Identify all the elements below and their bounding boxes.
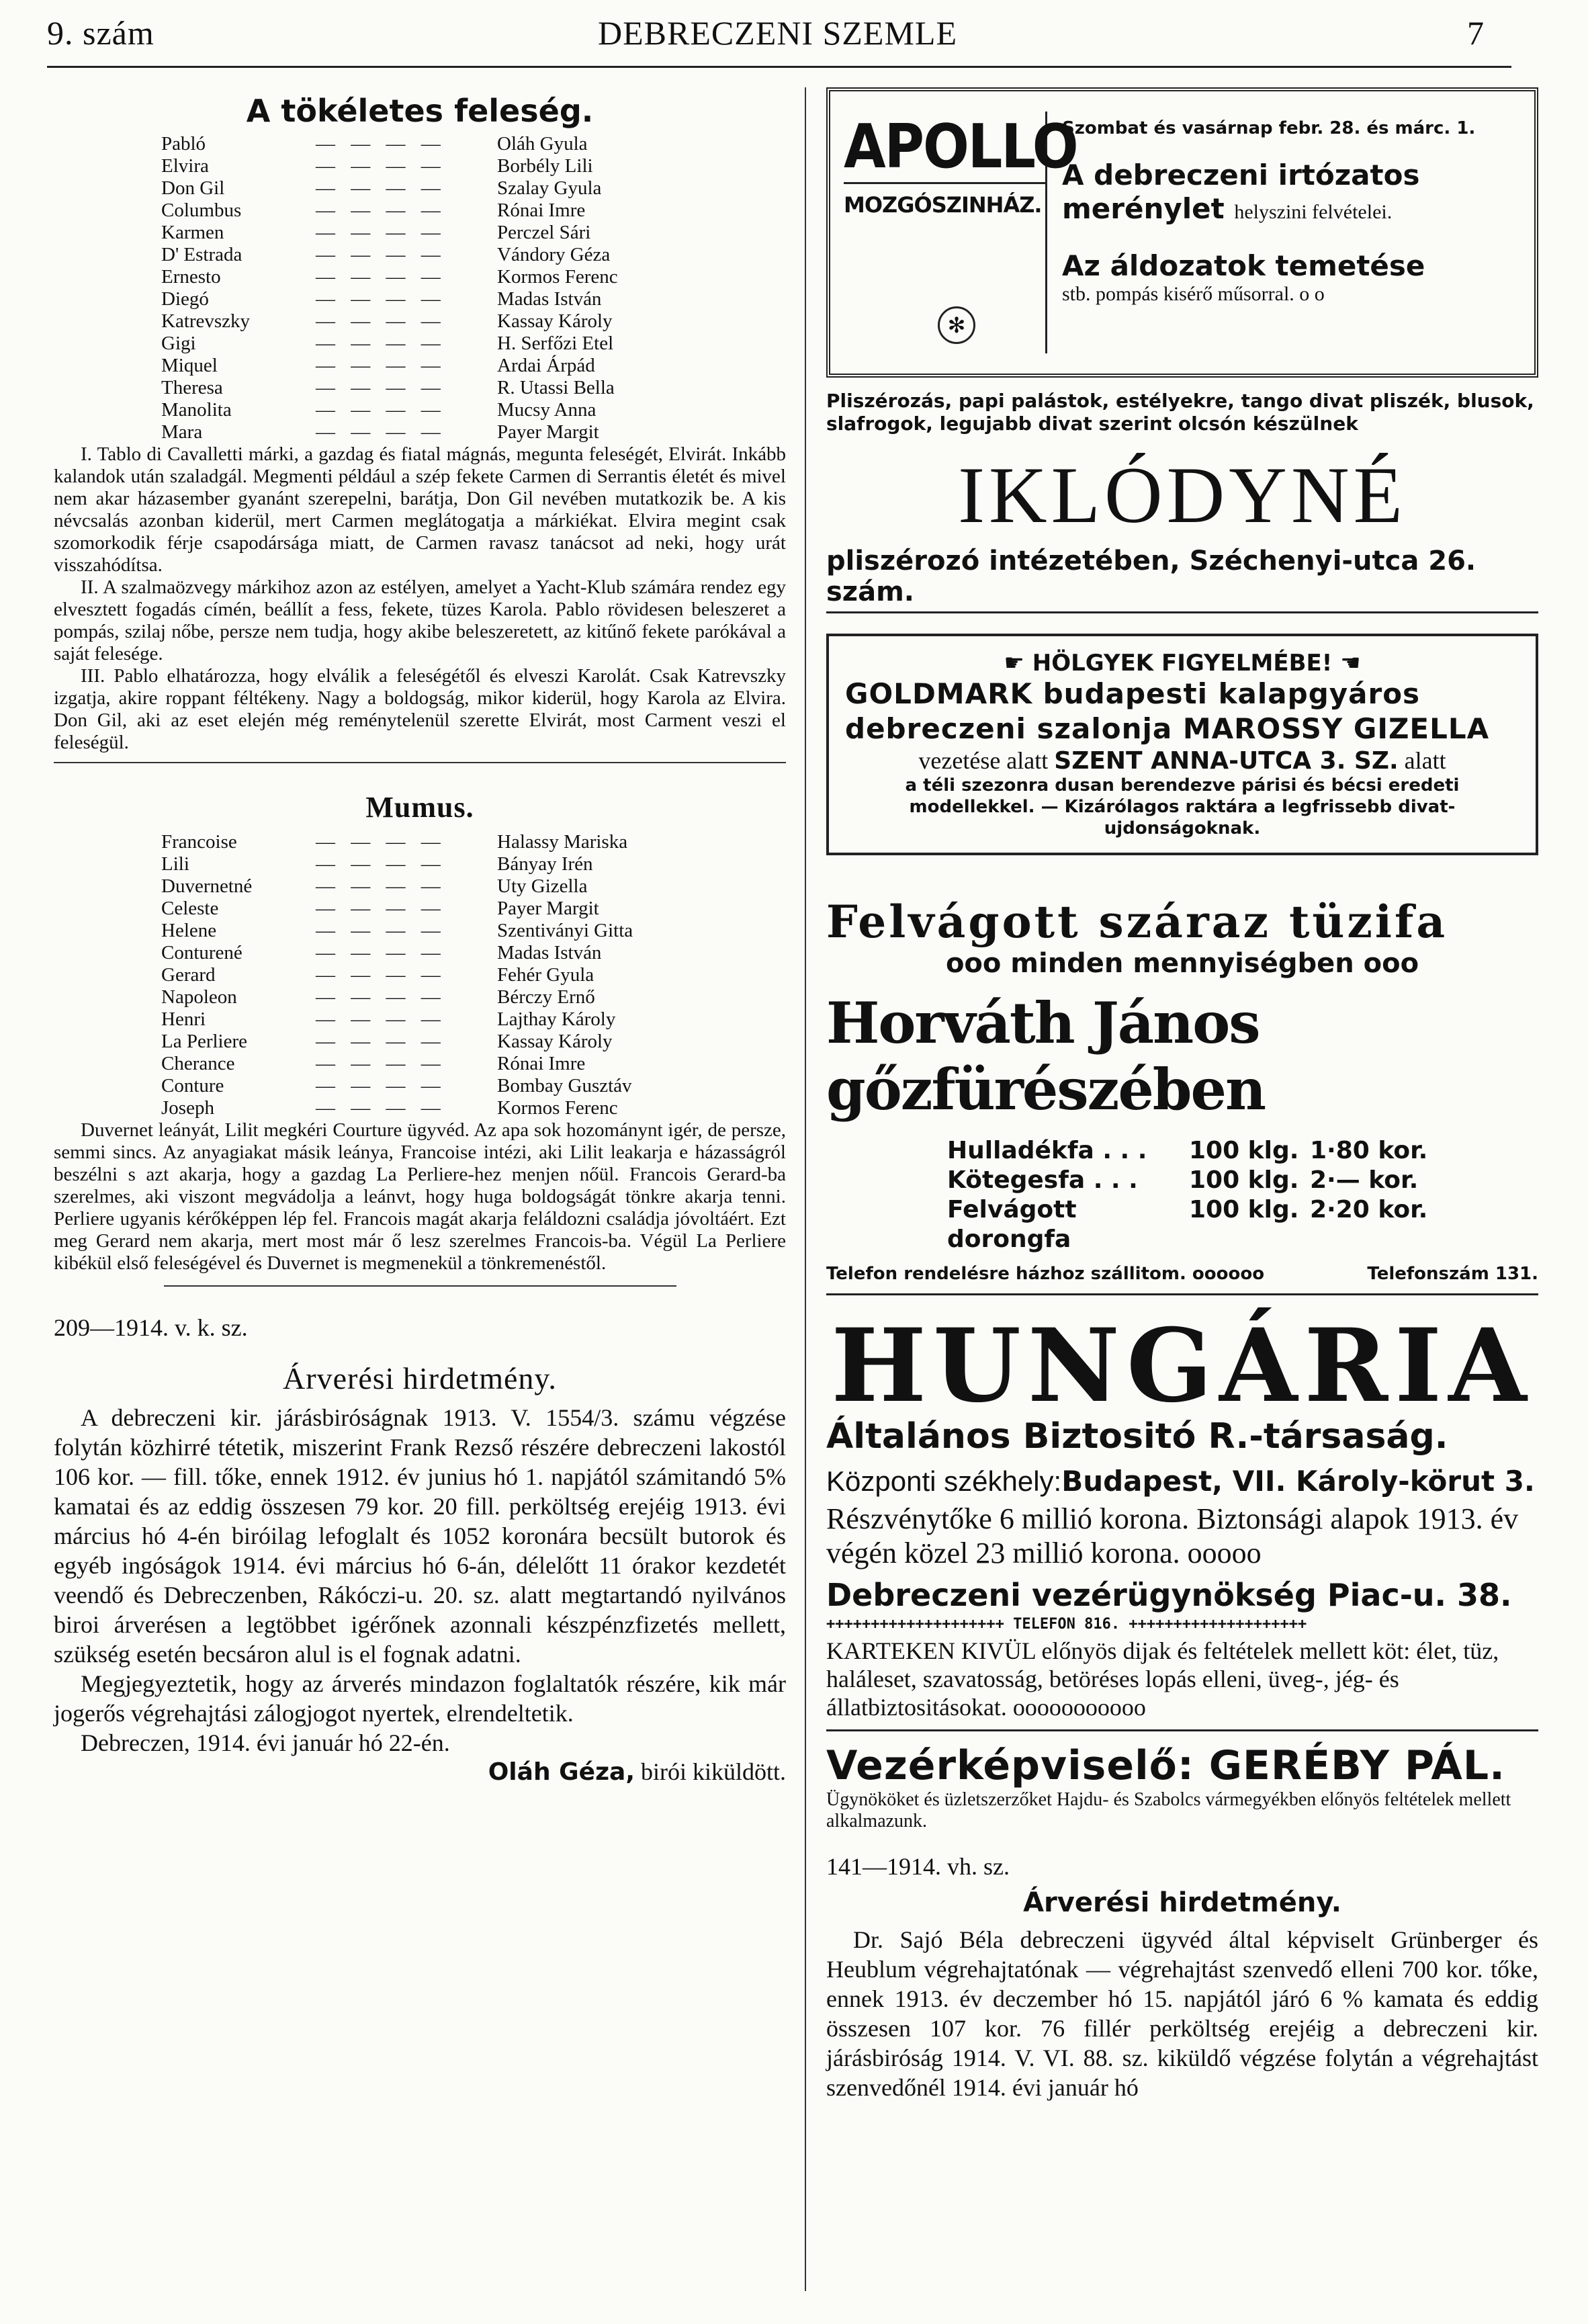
cast-row — [54, 355, 786, 377]
cast-actor: Oláh Gyula — [497, 133, 588, 155]
auction-paragraph: A debreczeni kir. járásbiróságnak 1913. V. 1554/3. számu végzése folytán közhirré tétetik, miszerint Frank Rezső részére debreczeni lakostól 106 kor. — fill. tőke, ennek 1912. év junius hó 1. napjától számitandó 5% kamatai és az eddig összesen 79 kor. 20 fill. perköltség erejéig 1913. évi március hó 4-én biróilag lefoglalt és 1052 koronára becsült butorok és egyéb ingóságok 1914. évi március hó 6-án, délelőtt 11 órakor kezdetét veendő és Debreczenben, Rákóczi-u. 20. sz. alatt megtartandó nyilvános biroi árverésen a legtöbbet igérőnek azonnali készpénzfizetés mellett, szükség esetén becsáron alul is el fognak adatni. — [54, 1404, 786, 1668]
gereby-rep: Vezérképviselő: GERÉBY PÁL. — [826, 1729, 1538, 1789]
cast-actor: H. Serfőzi Etel — [497, 333, 614, 354]
cast-role: Joseph — [161, 1097, 214, 1119]
cast-actor: Rónai Imre — [497, 200, 586, 221]
cast-actor: Perczel Sári — [497, 222, 591, 243]
cast1-title: A tökéletes feleség. — [246, 93, 594, 129]
cast-role: Celeste — [161, 898, 219, 919]
cast-actor: Payer Margit — [497, 898, 599, 919]
hungaria-telephone: ++++++++++++++++++++ TELEFON 816. ++++++++++++++++++++ — [826, 1616, 1307, 1633]
cast-row — [54, 1075, 786, 1097]
hungaria-agency: Debreczeni vezérügynökség Piac-u. 38. — [826, 1577, 1512, 1613]
goldmark-details: a téli szezonra dusan berendezve párisi és bécsi eredeti modellekkel. — Kizárólagos raktára a legfrissebb divat-ujdonságoknak. — [905, 775, 1460, 838]
apollo-ad — [826, 87, 1538, 378]
cast-dashes: — — — — — [316, 421, 446, 443]
cast-role: Gerard — [161, 964, 216, 986]
cast-row — [54, 310, 786, 333]
goldmark-attention: ☛ HÖLGYEK FIGYELMÉBE! ☚ — [1004, 650, 1361, 677]
signer-role: birói kiküldött. — [641, 1758, 786, 1785]
cast-dashes: — — — — — [316, 355, 446, 376]
page-header — [47, 0, 1511, 67]
cast-row — [54, 399, 786, 421]
price-row — [947, 1195, 1538, 1254]
price-price: 2·— kor. — [1310, 1166, 1419, 1194]
cast-role: Don Gil — [161, 177, 225, 199]
cast-actor: Kassay Károly — [497, 1031, 613, 1052]
cast2-list — [54, 831, 786, 1119]
cast-actor: Mucsy Anna — [497, 399, 597, 421]
hungaria-terms: KARTEKEN KIVÜL előnyös dijak és feltételek mellett köt: élet, tüz, haláleset, szavatosság, betöréses lopás elleni, üveg-, jég- és állatbiztositásokat. ooooooooooo — [826, 1637, 1499, 1721]
cast-dashes: — — — — — [316, 964, 446, 986]
cast-row — [54, 853, 786, 875]
cast-row — [54, 831, 786, 853]
hungaria-hq: Központi székhely:Budapest, VII. Károly-körut 3. — [826, 1465, 1535, 1498]
cast-row — [54, 244, 786, 266]
cast-role: Elvira — [161, 155, 209, 177]
masthead-title: DEBRECZENI SZEMLE — [598, 14, 958, 52]
cast-actor: Fehér Gyula — [497, 964, 594, 986]
cast-dashes: — — — — — [316, 310, 446, 332]
cast1-synopsis — [54, 443, 786, 754]
cast-role: Theresa — [161, 377, 223, 398]
cast-row — [54, 1053, 786, 1075]
auction2-text: Dr. Sajó Béla debreczeni ügyvéd által képviselt Grünberger és Heublum végrehajtatónak — végrehajtást szenvedő elleni 700 kor. tőke, ennek 1913. év deczember hó 15. napjától járó 6 % kamata és eddig összesen 107 kor. 76 fillér perköltség erejéig a debreczeni kir. járásbiróság 1914. V. VI. 88. sz. kiküldő végzése folytán a végrehajtást szenvedőnél 1914. évi január hó — [826, 1926, 1538, 2101]
cast-row — [54, 421, 786, 443]
auction-note: Megjegyeztetik, hogy az árverés mindazon foglaltatók részére, kik már jogerős végrehajtási zálogjogot nyertek, elrendeltetik. — [54, 1670, 786, 1727]
divider — [54, 762, 786, 763]
cast2-synopsis: Duvernet leányát, Lilit megkéri Courture ügyvéd. Az apa sok hozománynt igér, de persze, semmi sincs. Az anyagiakat másik leánya, Francoise intézi, aki Lilit leakarja e házasságról beszélni s azt akarja, hogy a gazdag La Perliere-hez menjen nőül. Francois Gerard-ba szerelmes, aki viszont megvádolja a leánvt, hogy huga boldogságát tönkre akarja tenni. Perliere ugyanis kérőképpen lép fel. Francois magát akarja feláldozni családja jóvoltáért. Ezt meg Gerard nem akarja, mert most már ő lesz szerelmes Francois-ba. Végül La Perliere kibékül első feleségével és Duvernet is megmenekül a tönkremenéstől. — [54, 1119, 786, 1274]
apollo-headline-2: Az áldozatok temetése — [1062, 249, 1425, 282]
cast-actor: Madas István — [497, 288, 602, 310]
goldmark-address: vezetése alatt SZENT ANNA-UTCA 3. SZ. alatt — [918, 747, 1446, 775]
synopsis-act: I. Tablo di Cavalletti márki, a gazdag és fiatal mágnás, megunta feleségét, Elvirát. Inkább kalandok után szaladgál. Megmenti például a szép fekete Carmen di Serrantis életét és mivel nem akar házasember gyanánt szerepelni, barátja, Don Gil nevében mutatkozik be. A kis névcsalás azonban kiderül, mert Carmen meglátogatja a márkiékat. Elvira megint csak szomorkodik férje csapodársága miatt, de Carmen ravasz tanácsot ad neki, hogy urát visszahódítsa. — [54, 443, 786, 576]
cast-dashes: — — — — — [316, 831, 446, 853]
hungaria-capital: Részvénytőke 6 millió korona. Biztonsági alapok 1913. év végén közel 23 millió korona. ooooo — [826, 1502, 1519, 1569]
pointing-hand-icon: ☛ — [1004, 650, 1024, 677]
cast-actor: Payer Margit — [497, 421, 599, 443]
price-qty: 100 klg. — [1189, 1137, 1299, 1164]
cast-row — [54, 1097, 786, 1119]
cast2-title: Mumus. — [365, 791, 474, 824]
cast-role: Conturené — [161, 942, 242, 963]
hungaria-subtitle: Általános Biztositó R.-társaság. — [826, 1416, 1448, 1457]
apollo-subtitle: MOZGÓSZINHÁZ. — [844, 182, 1045, 218]
cast-dashes: — — — — — [316, 898, 446, 919]
price-price: 2·20 kor. — [1310, 1196, 1428, 1223]
cast-actor: Vándory Géza — [497, 244, 611, 265]
apollo-program — [1062, 118, 1528, 306]
cast-role: Ernesto — [161, 266, 221, 288]
cast-actor: Ardai Árpád — [497, 355, 595, 376]
cast-dashes: — — — — — [316, 399, 446, 421]
cast-dashes: — — — — — [316, 875, 446, 897]
cast-row — [54, 942, 786, 964]
cast-row — [54, 986, 786, 1008]
cast-actor: Szalay Gyula — [497, 177, 602, 199]
cast-actor: Kassay Károly — [497, 310, 613, 332]
cast-actor: Bombay Gusztáv — [497, 1075, 632, 1096]
price-qty: 100 klg. — [1189, 1166, 1299, 1194]
iklodyne-name: IKLÓDYNÉ — [958, 450, 1407, 540]
cast-row — [54, 288, 786, 310]
cast-role: La Perliere — [161, 1031, 248, 1052]
cast-role: Francoise — [161, 831, 237, 853]
sawmill-name: Horváth János gőzfürészében — [826, 990, 1266, 1123]
divider — [164, 1285, 676, 1287]
hungaria-title: HUNGÁRIA — [831, 1307, 1534, 1425]
cast-dashes: — — — — — [316, 853, 446, 875]
pleating-ad-text: Pliszérozás, papi palástok, estélyekre, tango divat pliszék, blusok, slafrogok, legujabb divat szerint olcsón készülnek — [826, 390, 1534, 435]
issue-number: 9. szám — [47, 14, 155, 52]
auction-title: Árverési hirdetmény. — [283, 1361, 557, 1395]
auction-date: Debreczen, 1914. évi január hó 22-én. — [81, 1729, 450, 1756]
price-price: 1·80 kor. — [1310, 1137, 1428, 1164]
pleating-address: pliszérozó intézetében, Széchenyi-utca 26. szám. — [826, 546, 1538, 613]
cast-role: Diegó — [161, 288, 209, 310]
cast1-list — [54, 133, 786, 443]
price-row — [947, 1136, 1538, 1166]
cast-dashes: — — — — — [316, 986, 446, 1008]
cast-role: Miquel — [161, 355, 218, 376]
cast-dashes: — — — — — [316, 155, 446, 177]
auction2-ref: 141—1914. vh. sz. — [826, 1853, 1010, 1880]
cast-row — [54, 920, 786, 942]
right-column — [826, 87, 1538, 2102]
left-column — [54, 87, 786, 1786]
cast-actor: Bányay Irén — [497, 853, 593, 875]
cast-row — [54, 333, 786, 355]
price-name: Felvágott dorongfa — [947, 1196, 1077, 1253]
page-number: 7 — [1467, 14, 1485, 52]
cast-row — [54, 377, 786, 399]
cast-dashes: — — — — — [316, 920, 446, 941]
apollo-logo-icon: ✻ — [938, 306, 975, 344]
synopsis-act: III. Pablo elhatározza, hogy elválik a feleségétől és elveszi Karolát. Csak Katrevszky izgatja, akire roppant féltékeny. Nagy a boldogság, mikor kiderül, hogy Karola az Elvira. Don Gil, aki az eset elején még reménytelenül szerette Elvirát, most Carment veszi el feleségül. — [54, 665, 786, 753]
goldmark-main: GOLDMARK budapesti kalapgyáros debreczeni szalonja MAROSSY GIZELLA — [845, 677, 1490, 745]
cast-role: Duvernetné — [161, 875, 253, 897]
cast-role: Conture — [161, 1075, 224, 1096]
firewood-title: Felvágott száraz tüzifa — [826, 896, 1448, 948]
cast-row — [54, 1008, 786, 1031]
cast-role: Henri — [161, 1008, 206, 1030]
header-rule — [47, 66, 1511, 68]
price-qty: 100 klg. — [1189, 1196, 1299, 1223]
cast-row — [54, 155, 786, 177]
cast-role: Katrevszky — [161, 310, 251, 332]
cast-actor: R. Utassi Bella — [497, 377, 615, 398]
cast-actor: Madas István — [497, 942, 602, 963]
cast-actor: Bérczy Ernő — [497, 986, 595, 1008]
firewood-prices — [947, 1136, 1538, 1254]
cast-actor: Borbély Lili — [497, 155, 593, 177]
cast-row — [54, 898, 786, 920]
apollo-brand — [844, 112, 1077, 353]
apollo-date: Szombat és vasárnap febr. 28. és márc. 1. — [1062, 118, 1476, 138]
cast-dashes: — — — — — [316, 1031, 446, 1052]
cast-actor: Szentiványi Gitta — [497, 920, 633, 941]
cast-dashes: — — — — — [316, 266, 446, 288]
cast-dashes: — — — — — [316, 200, 446, 221]
cast-dashes: — — — — — [316, 133, 446, 155]
cast-row — [54, 875, 786, 898]
column-rule — [805, 87, 806, 2291]
firewood-sub: ooo minden mennyiségben ooo — [945, 948, 1419, 979]
cast-dashes: — — — — — [316, 1053, 446, 1074]
cast-role: Columbus — [161, 200, 242, 221]
cast-role: Gigi — [161, 333, 196, 354]
price-name: Kötegesfa . . . — [947, 1166, 1138, 1194]
cast-role: Helene — [161, 920, 217, 941]
cast-actor: Lajthay Károly — [497, 1008, 616, 1030]
cast-role: Cherance — [161, 1053, 235, 1074]
goldmark-ad — [826, 634, 1538, 855]
cast-actor: Kormos Ferenc — [497, 266, 618, 288]
cast-role: Manolita — [161, 399, 232, 421]
cast-row — [54, 1031, 786, 1053]
cast-dashes: — — — — — [316, 222, 446, 243]
cast-actor: Rónai Imre — [497, 1053, 586, 1074]
cast-role: Lili — [161, 853, 189, 875]
cast-dashes: — — — — — [316, 177, 446, 199]
auction-ref: 209—1914. v. k. sz. — [54, 1314, 248, 1341]
cast-dashes: — — — — — [316, 377, 446, 398]
cast-role: D' Estrada — [161, 244, 242, 265]
price-row — [947, 1166, 1538, 1195]
cast-role: Pabló — [161, 133, 206, 155]
cast-row — [54, 964, 786, 986]
cast-row — [54, 200, 786, 222]
cast-row — [54, 177, 786, 200]
apollo-headline-2-sub: stb. pompás kisérő műsorral. o o — [1062, 283, 1325, 305]
cast-dashes: — — — — — [316, 1075, 446, 1096]
cast-dashes: — — — — — [316, 244, 446, 265]
cast-row — [54, 133, 786, 155]
cast-role: Mara — [161, 421, 203, 443]
cast-row — [54, 222, 786, 244]
apollo-name: APOLLO — [844, 112, 1077, 182]
price-name: Hulladékfa . . . — [947, 1137, 1147, 1164]
auction2-title: Árverési hirdetmény. — [1023, 1887, 1341, 1918]
firewood-phone: Telefon rendelésre házhoz szállitom. oooooo Telefonszám 131. — [826, 1264, 1538, 1295]
cast-dashes: — — — — — [316, 288, 446, 310]
cast-dashes: — — — — — [316, 1097, 446, 1119]
pointing-hand-icon: ☚ — [1340, 650, 1361, 677]
cast-actor: Kormos Ferenc — [497, 1097, 618, 1119]
cast-dashes: — — — — — [316, 1008, 446, 1030]
signer-name: Oláh Géza, — [488, 1758, 635, 1786]
cast-role: Karmen — [161, 222, 224, 243]
agents-wanted: Ügynököket és üzletszerzőket Hajdu- és Szabolcs vármegyékben előnyös feltételek mellett alkalmazunk. — [826, 1789, 1511, 1832]
cast-dashes: — — — — — [316, 942, 446, 963]
synopsis-act: II. A szalmaözvegy márkihoz azon az estélyen, amelyet a Yacht-Klub számára rendez egy elvesztett fogadás címén, beállít a fess, fekete, tüzes Karola. Pablo rövidesen beleszeret a pompás, szilaj nőbe, persze nem tudja, hogy akibe beleszeretett, az kitűnő fekete parókával a saját felesége. — [54, 576, 786, 664]
cast-row — [54, 266, 786, 288]
cast-actor: Halassy Mariska — [497, 831, 628, 853]
cast-dashes: — — — — — [316, 333, 446, 354]
cast-actor: Uty Gizella — [497, 875, 588, 897]
apollo-headline-1: A debreczeni irtózatos merénylet helyszini felvételei. — [1062, 159, 1420, 225]
cast-role: Napoleon — [161, 986, 237, 1008]
auction-signature — [54, 1758, 786, 1786]
